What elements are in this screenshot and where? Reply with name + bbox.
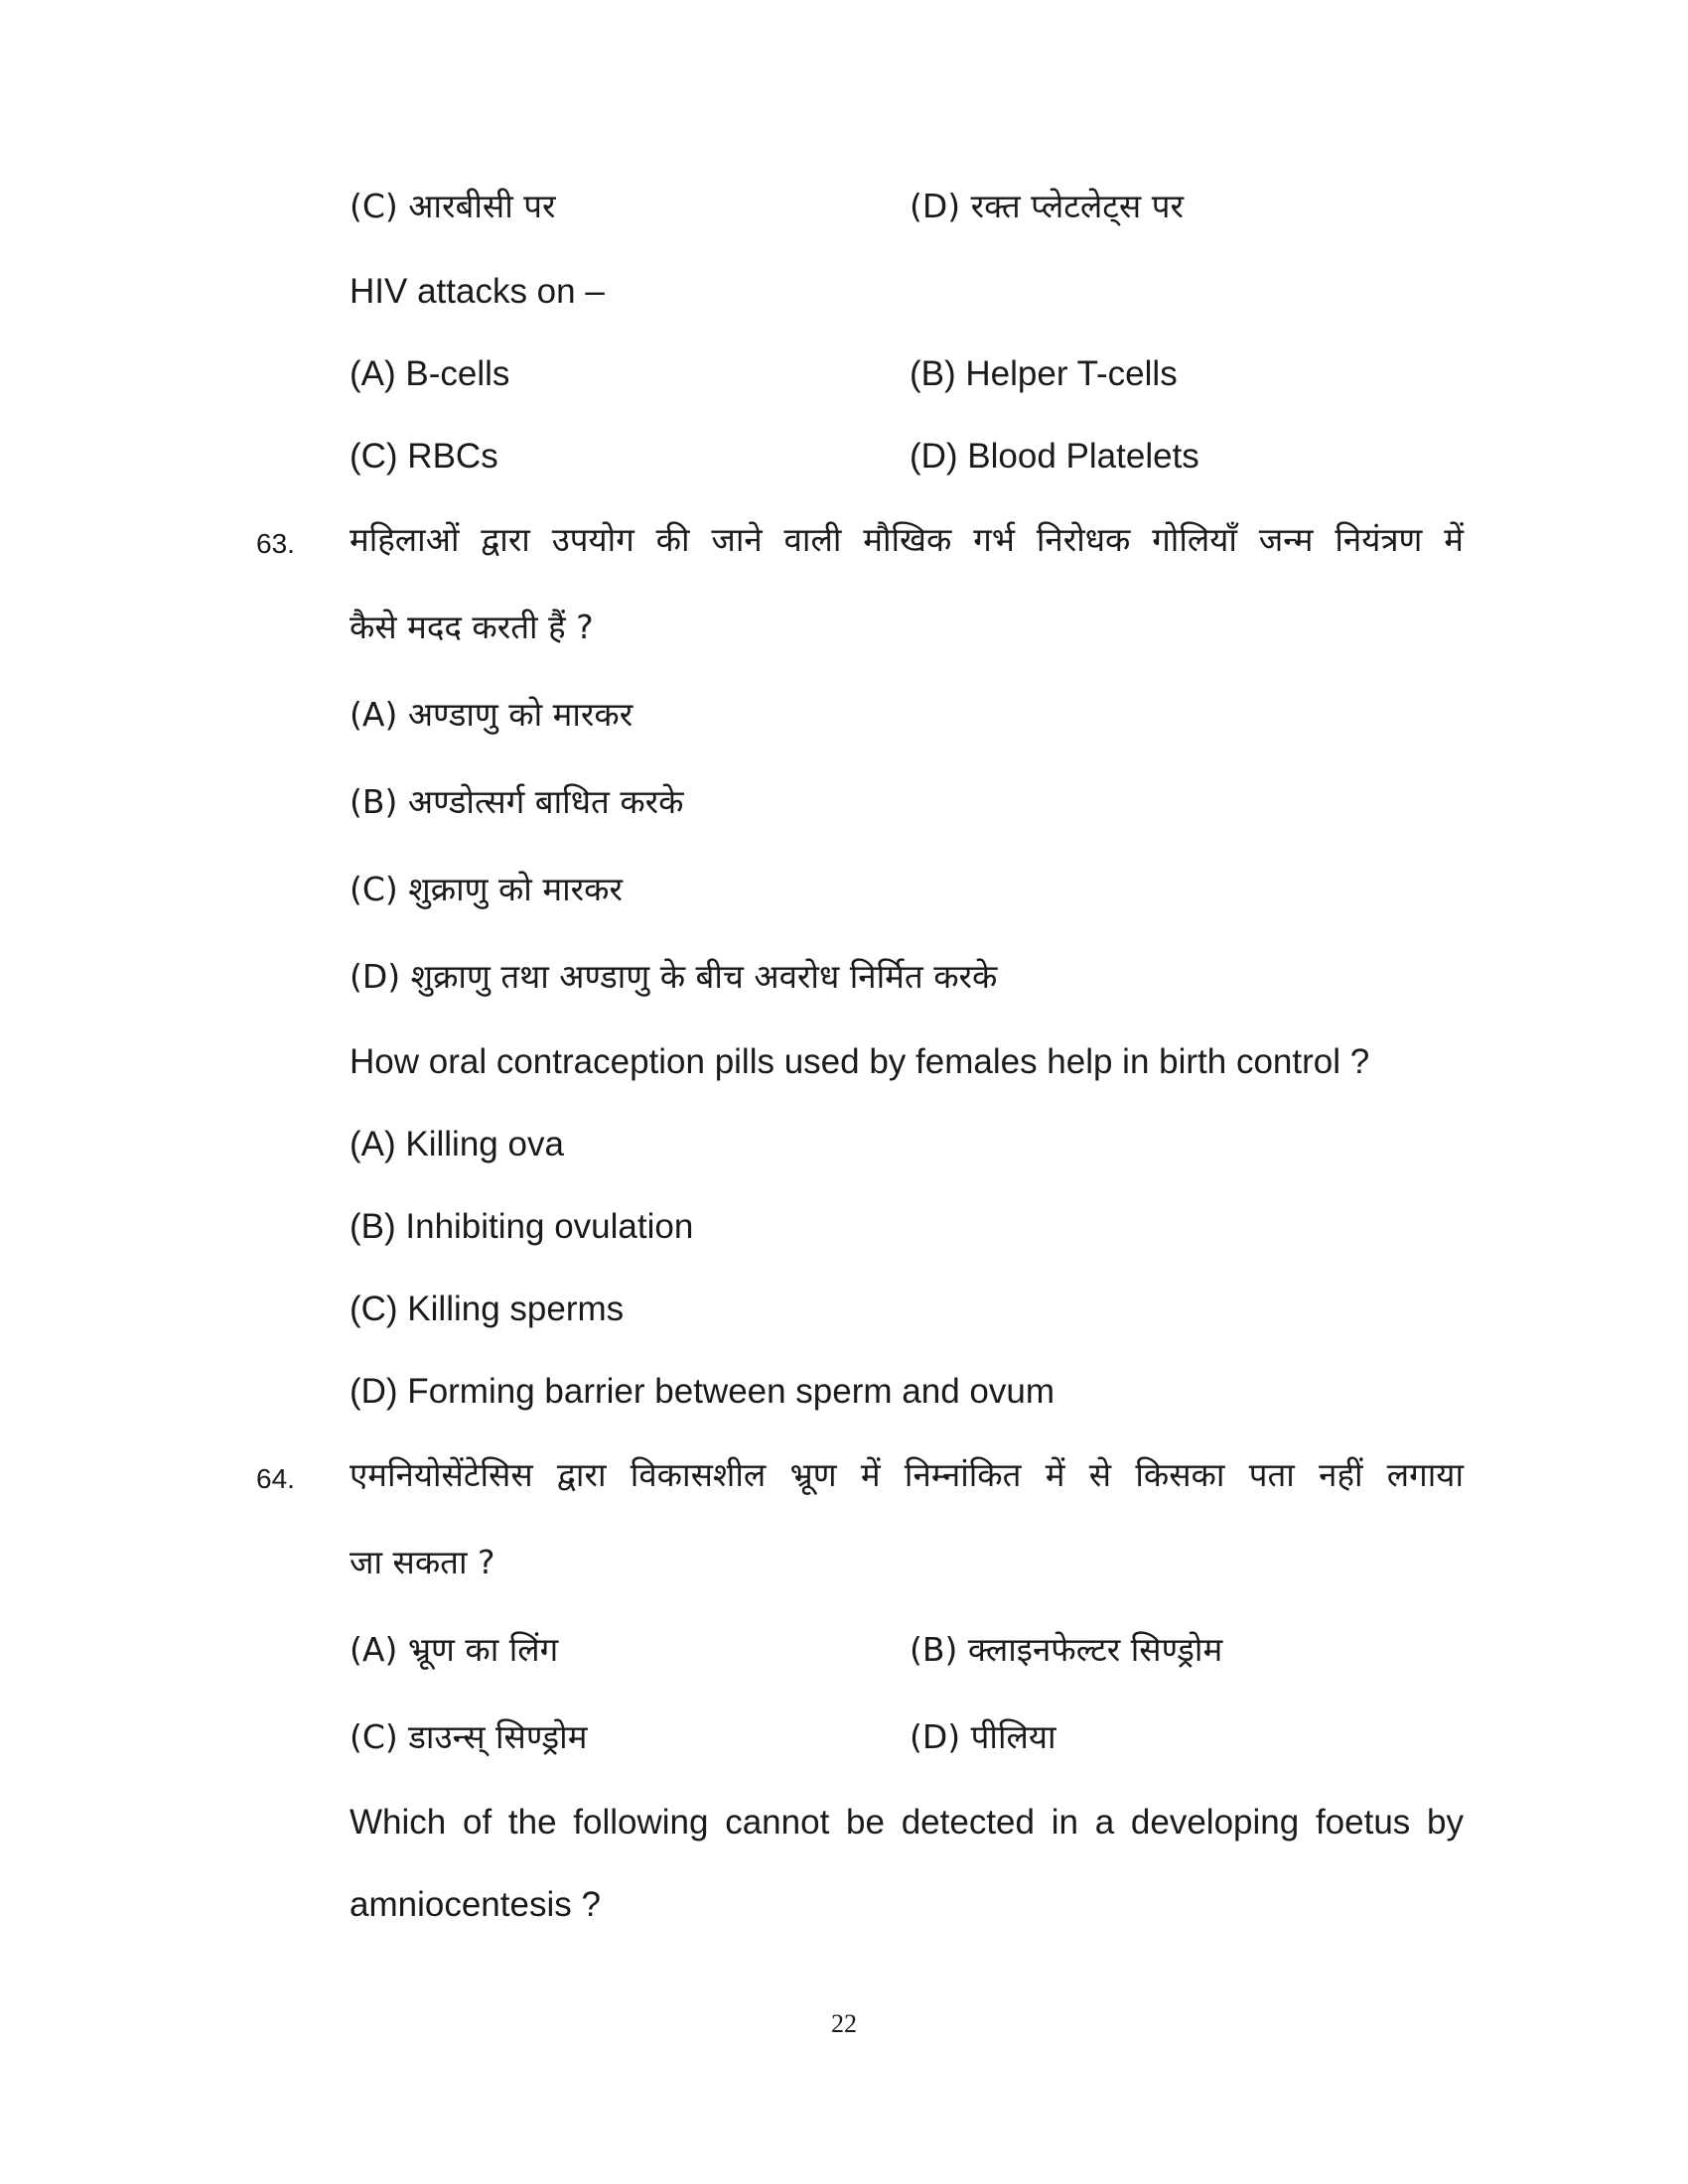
q64-hi-option-b: (B) क्लाइनफेल्टर सिण्ड्रोम	[910, 1630, 1223, 1669]
q63-hi-question-line1: महिलाओं द्वारा उपयोग की जाने वाली मौखिक गर्भ निरोधक गोलियाँ जन्म नियंत्रण में	[350, 520, 1464, 559]
q63-hi-option-b: (B) अण्डोत्सर्ग बाधित करके	[350, 782, 684, 821]
q64-hi-question-line1: एमनियोसेंटेसिस द्वारा विकासशील भ्रूण में निम्नांकित में से किसका पता नहीं लगाया	[350, 1455, 1464, 1494]
q62-en-option-a: (A) B-cells	[350, 354, 510, 393]
q63-en-option-c: (C) Killing sperms	[350, 1290, 625, 1328]
q62-en-option-c: (C) RBCs	[350, 437, 498, 476]
q62-hi-option-c: (C) आरबीसी पर	[350, 187, 556, 225]
q62-en-option-b: (B) Helper T-cells	[910, 354, 1178, 393]
q63-hi-question-line2: कैसे मदद करती हैं ?	[350, 608, 594, 646]
q62-en-question: HIV attacks on –	[350, 272, 605, 311]
q64-en-question-line2: amniocentesis ?	[350, 1885, 601, 1924]
q63-en-question: How oral contraception pills used by females help in birth control ?	[350, 1042, 1370, 1081]
page-number: 22	[831, 2009, 857, 2038]
q63-en-option-a: (A) Killing ova	[350, 1125, 564, 1163]
q62-en-option-d: (D) Blood Platelets	[910, 437, 1199, 476]
q64-hi-option-d: (D) पीलिया	[910, 1717, 1056, 1756]
q64-hi-option-a: (A) भ्रूण का लिंग	[350, 1630, 559, 1669]
q63-number: 63.	[256, 528, 295, 559]
q62-hi-option-d: (D) रक्त प्लेटलेट्स पर	[910, 187, 1184, 225]
q63-en-option-b: (B) Inhibiting ovulation	[350, 1207, 694, 1246]
q64-en-question-line1: Which of the following cannot be detected in a developing foetus by	[350, 1803, 1464, 1842]
q63-hi-option-c: (C) शुक्राणु को मारकर	[350, 870, 623, 908]
q64-hi-option-c: (C) डाउन्स् सिण्ड्रोम	[350, 1717, 588, 1756]
q63-hi-option-d: (D) शुक्राणु तथा अण्डाणु के बीच अवरोध निर्मित करके	[350, 957, 998, 996]
q63-hi-option-a: (A) अण्डाणु को मारकर	[350, 695, 633, 734]
q63-en-option-d: (D) Forming barrier between sperm and ovum	[350, 1372, 1055, 1411]
q64-hi-question-line2: जा सकता ?	[350, 1543, 495, 1581]
q64-number: 64.	[256, 1463, 295, 1494]
